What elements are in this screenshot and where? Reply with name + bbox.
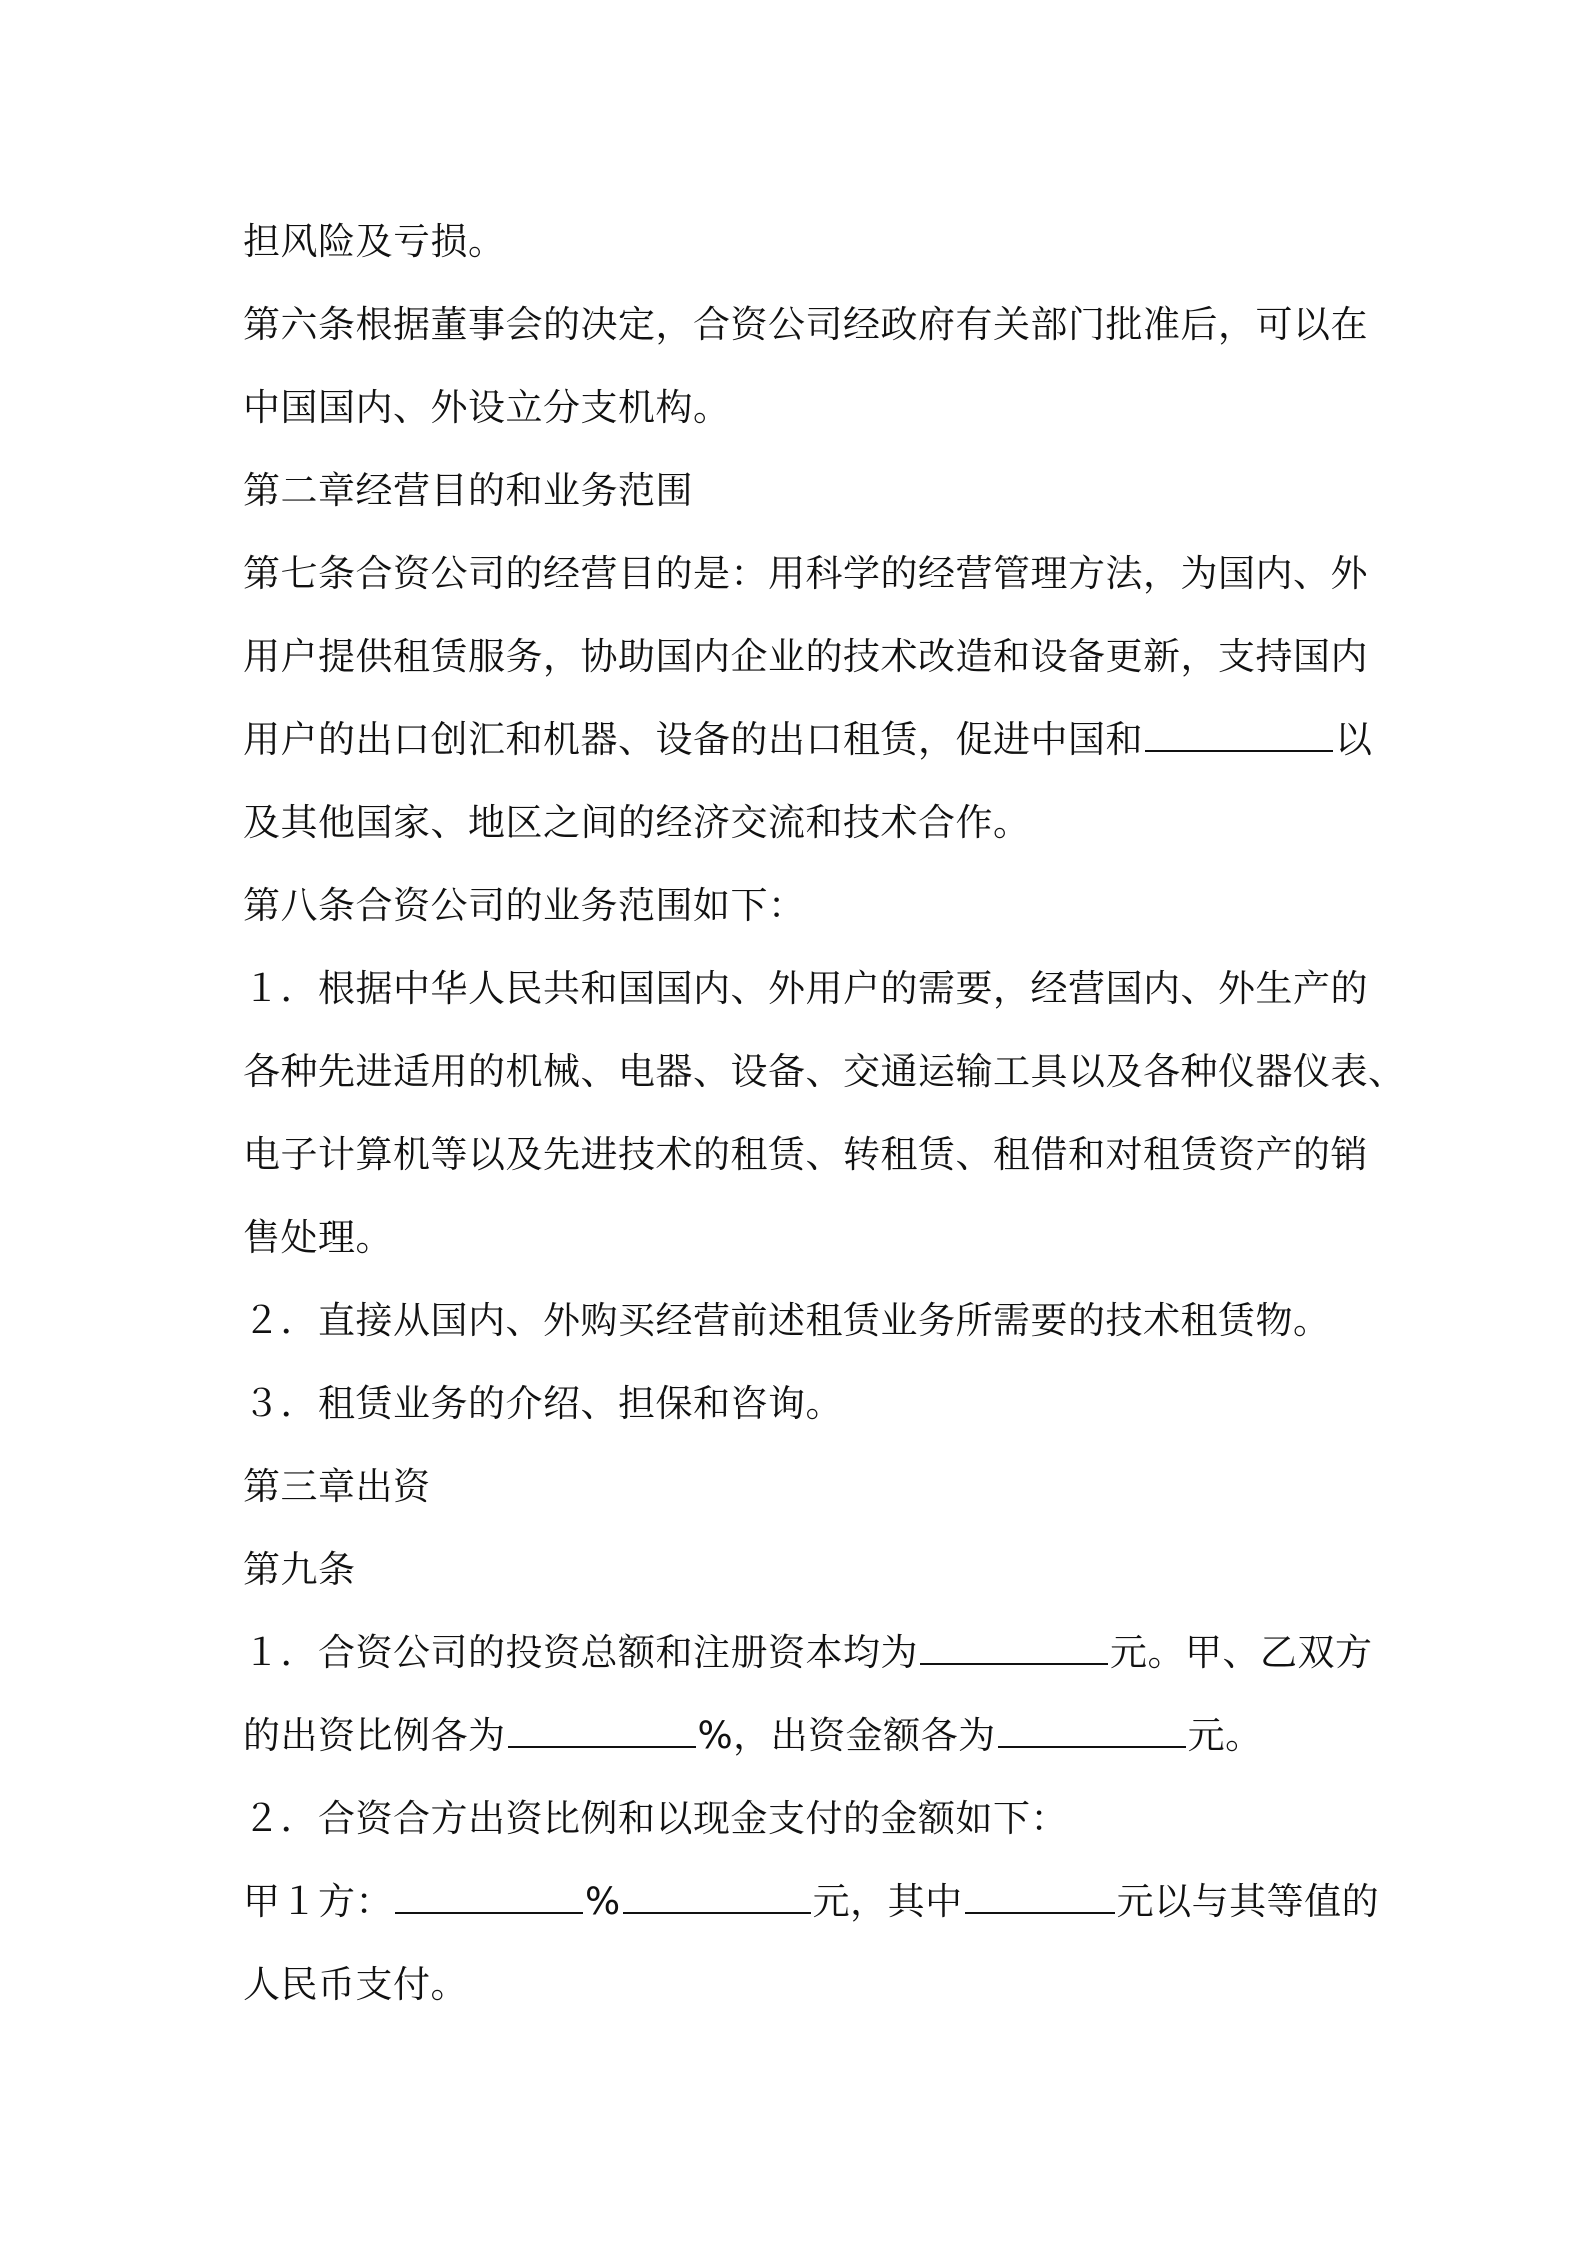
fill-in-blank — [395, 1880, 583, 1914]
line-text: 各种先进适用的机械、电器、设备、交通运输工具以及各种仪器仪表、 — [243, 1050, 1406, 1093]
document-line — [243, 615, 1368, 698]
line-text: ２．直接从国内、外购买经营前述租赁业务所需要的技术租赁物。 — [243, 1299, 1331, 1342]
line-text: 第七条合资公司的经营目的是：用科学的经营管理方法，为国内、外 — [243, 552, 1368, 595]
document-line — [243, 366, 1363, 449]
line-text: 及其他国家、地区之间的经济交流和技术合作。 — [243, 801, 1031, 844]
document-line — [243, 1528, 1363, 1611]
document-line — [243, 864, 1363, 947]
line-text: 第八条合资公司的业务范围如下： — [243, 884, 806, 927]
line-text: 元。 — [1187, 1714, 1263, 1757]
line-text: % — [585, 1880, 621, 1923]
document-line — [243, 449, 1363, 532]
fill-in-blank — [920, 1631, 1108, 1665]
fill-in-blank — [623, 1880, 811, 1914]
line-text: 元，其中 — [812, 1880, 963, 1923]
document-line — [243, 1362, 1363, 1445]
line-text: ３．租赁业务的介绍、担保和咨询。 — [243, 1382, 843, 1425]
line-text: １．根据中华人民共和国国内、外用户的需要，经营国内、外生产的 — [243, 967, 1368, 1010]
document-line — [243, 200, 1363, 283]
document-line — [243, 947, 1368, 1030]
line-text: 中国国内、外设立分支机构。 — [243, 386, 731, 429]
line-text: %，出资金额各为 — [697, 1714, 996, 1757]
line-text: 第九条 — [243, 1548, 356, 1591]
line-text: 用户的出口创汇和机器、设备的出口租赁，促进中国和 — [243, 718, 1143, 761]
line-text: 以 — [1335, 718, 1373, 761]
document-line — [243, 1113, 1368, 1196]
document-line — [243, 698, 1373, 781]
line-text: 人民币支付。 — [243, 1963, 468, 2006]
document-line — [243, 1777, 1363, 1860]
document-line — [243, 1611, 1373, 1694]
fill-in-blank — [508, 1714, 696, 1748]
document-line — [243, 1445, 1363, 1528]
document-line — [243, 1943, 1363, 2026]
line-text: 元以与其等值的 — [1116, 1880, 1380, 1923]
line-text: １．合资公司的投资总额和注册资本均为 — [243, 1631, 918, 1674]
fill-in-blank — [1145, 718, 1333, 752]
document-line — [243, 1030, 1406, 1113]
line-text: 用户提供租赁服务，协助国内企业的技术改造和设备更新，支持国内 — [243, 635, 1368, 678]
document-line — [243, 283, 1368, 366]
document-line — [243, 1860, 1380, 1943]
line-text: 元。甲、乙双方 — [1110, 1631, 1373, 1674]
line-text: 甲１方： — [243, 1880, 393, 1923]
document-line — [243, 1694, 1363, 1777]
line-text: ２．合资合方出资比例和以现金支付的金额如下： — [243, 1797, 1068, 1840]
document-line — [243, 532, 1368, 615]
line-text: 第二章经营目的和业务范围 — [243, 469, 693, 512]
line-text: 担风险及亏损。 — [243, 220, 506, 263]
fill-in-blank — [965, 1880, 1115, 1914]
line-text: 的出资比例各为 — [243, 1714, 506, 1757]
fill-in-blank — [998, 1714, 1186, 1748]
line-text: 第六条根据董事会的决定，合资公司经政府有关部门批准后，可以在 — [243, 303, 1368, 346]
line-text: 售处理。 — [243, 1216, 393, 1259]
line-text: 电子计算机等以及先进技术的租赁、转租赁、租借和对租赁资产的销 — [243, 1133, 1368, 1176]
document-line — [243, 1279, 1363, 1362]
document-body — [243, 200, 1406, 2026]
document-line — [243, 781, 1363, 864]
document-line — [243, 1196, 1363, 1279]
line-text: 第三章出资 — [243, 1465, 431, 1508]
